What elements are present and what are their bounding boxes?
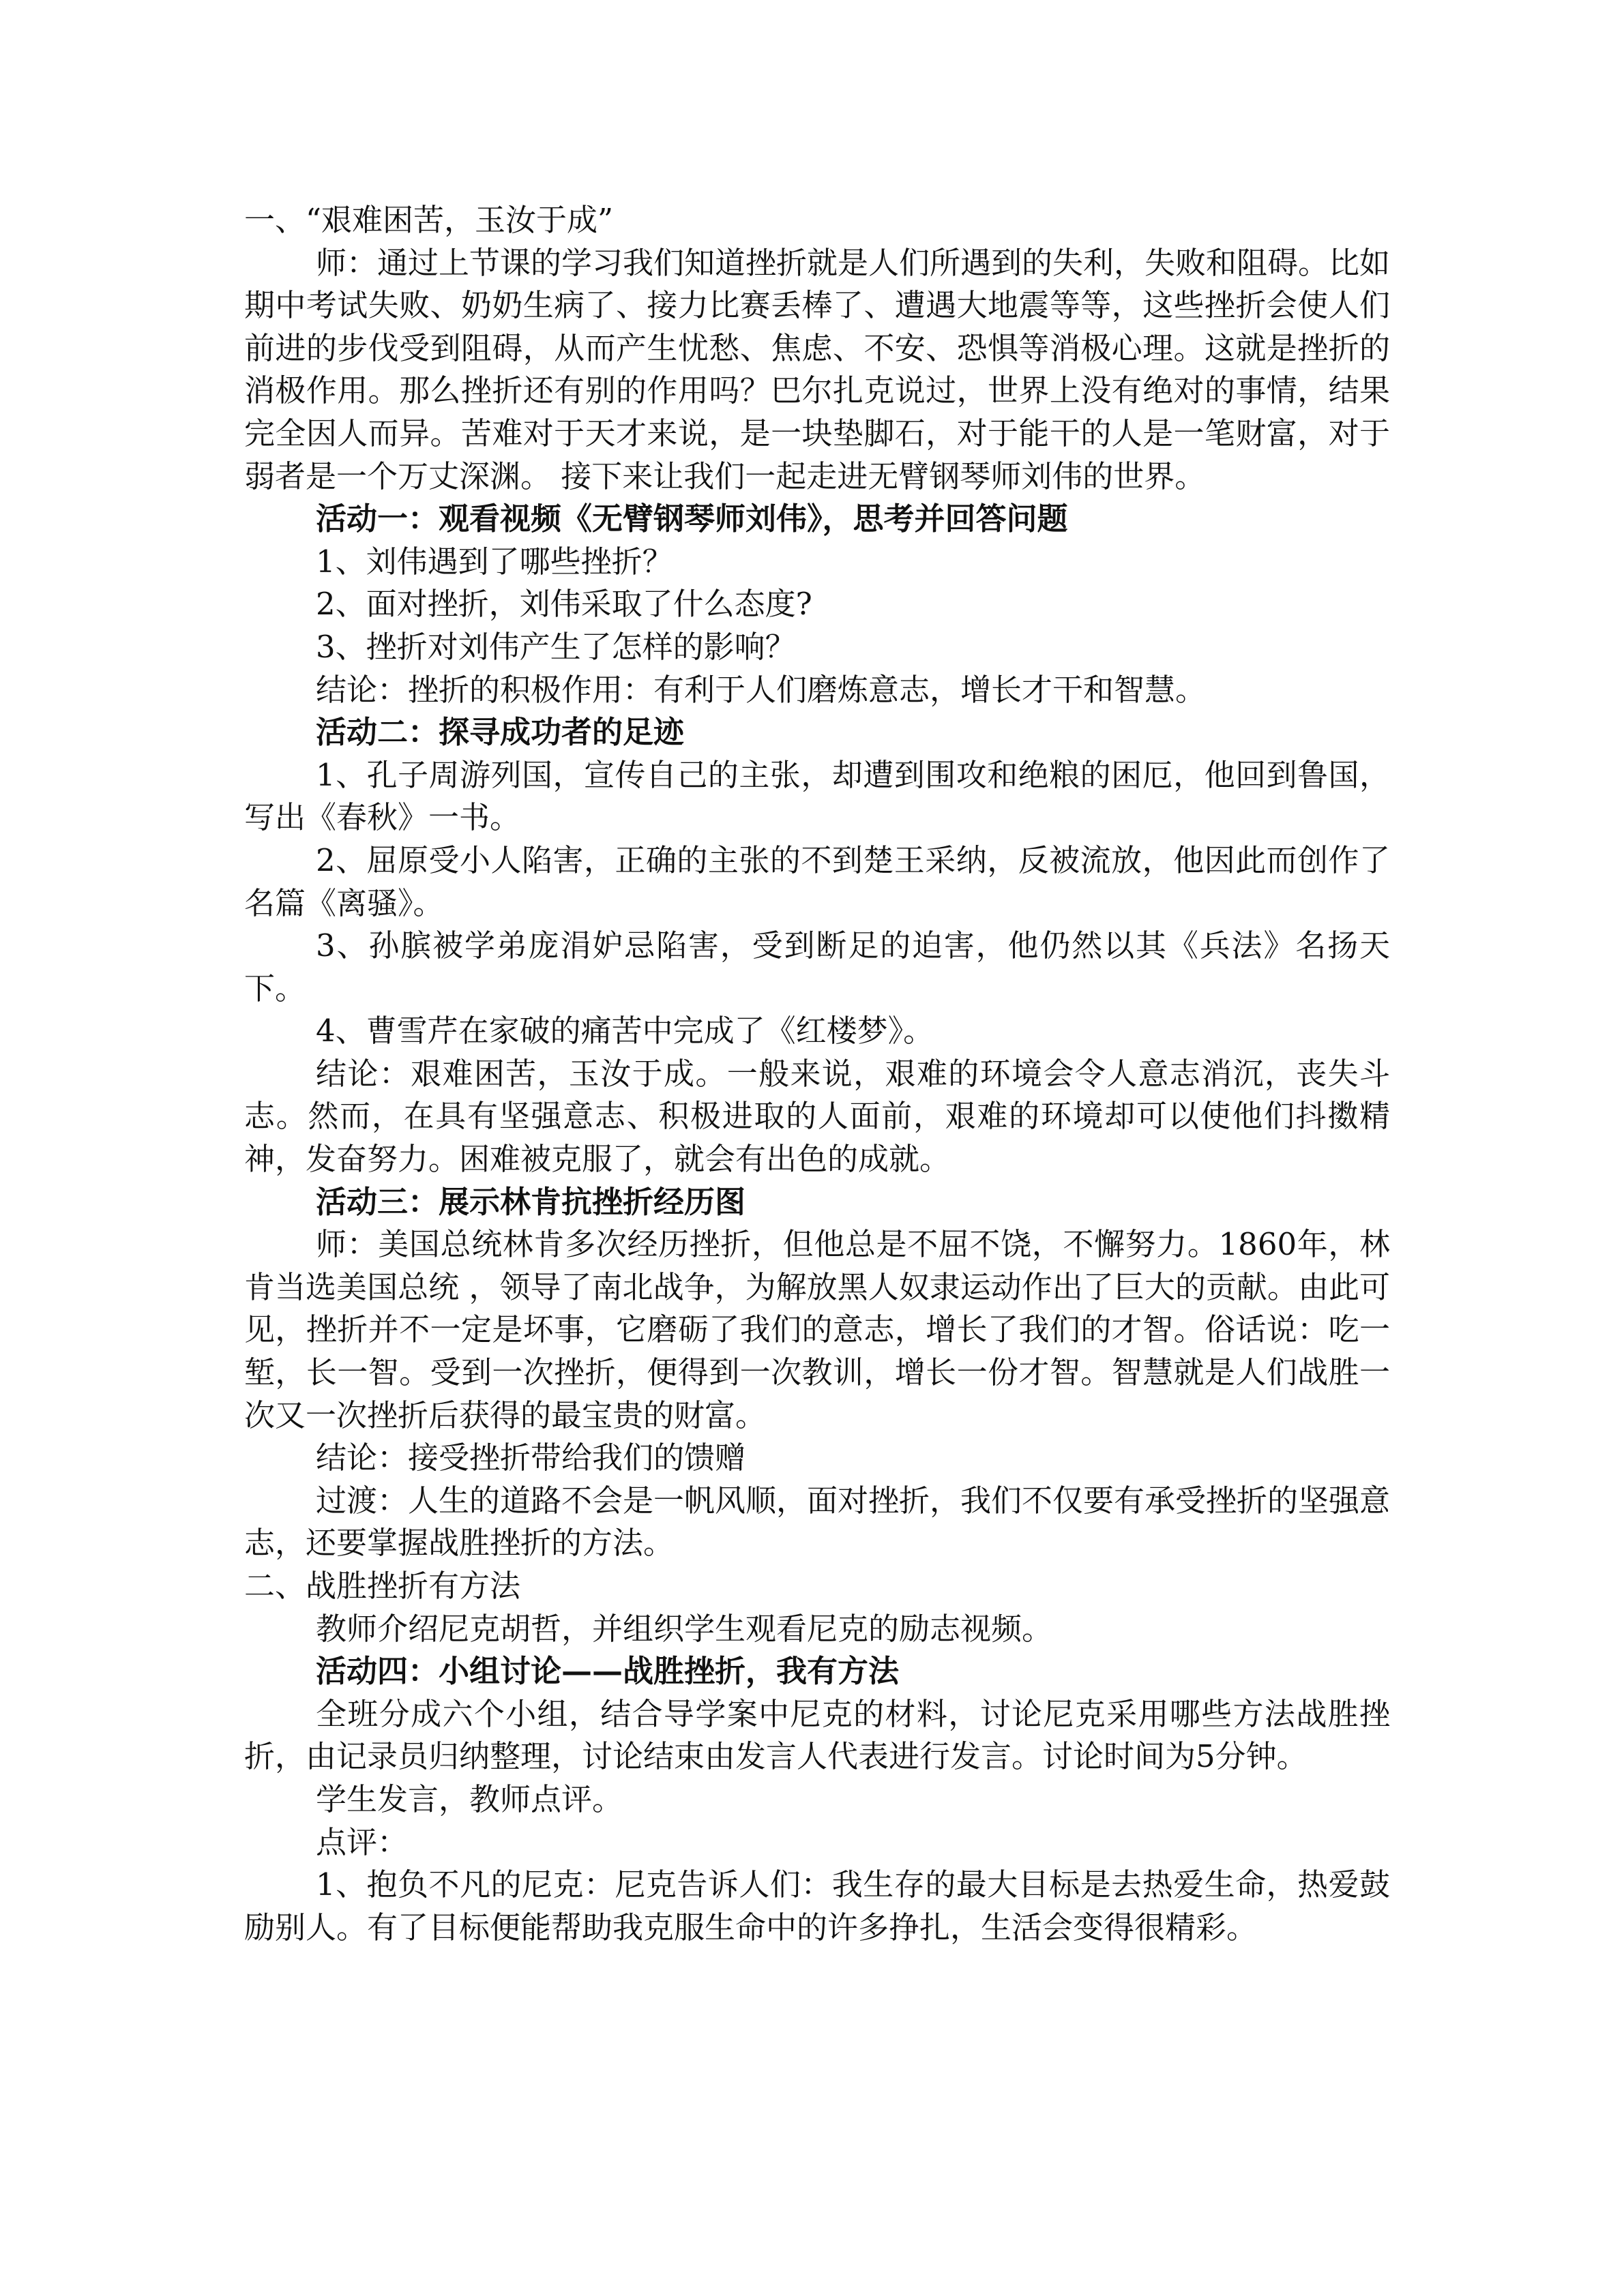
conclusion-2: 结论：艰难困苦，玉汝于成。一般来说，艰难的环境会令人意志消沉，丧失斗志。然而，在具有坚强意志、积极进取的人面前，艰难的环境却可以使他们抖擞精神，发奋努力。困难被克服了，就会有出色的成就。 [244,1055,1390,1178]
paragraph-group-discussion: 全班分成六个小组，结合导学案中尼克的材料，讨论尼克采用哪些方法战胜挫折，由记录员归纳整理，讨论结束由发言人代表进行发言。讨论时间为5分钟。 [244,1695,1390,1775]
comment-label: 点评： [316,1823,409,1860]
paragraph-student-speech: 学生发言，教师点评。 [316,1780,623,1817]
transition-paragraph: 过渡：人生的道路不会是一帆风顺，面对挫折，我们不仅要有承受挫折的坚强意志，还要掌握战胜挫折的方法。 [244,1482,1391,1562]
paragraph-nick-intro: 教师介绍尼克胡哲，并组织学生观看尼克的励志视频。 [316,1610,1053,1647]
question-2: 2、面对挫折，刘伟采取了什么态度? [316,586,812,623]
example-quyuan: 2、屈原受小人陷害，正确的主张的不到楚王采纳，反被流放，他因此而创作了名篇《离骚》。 [244,841,1390,921]
example-caoxueqin: 4、曹雪芹在家破的痛苦中完成了《红楼梦》。 [316,1013,934,1049]
comment-1: 1、抱负不凡的尼克：尼克告诉人们：我生存的最大目标是去热爱生命，热爱鼓励别人。有了目标便能帮助我克服生命中的许多挣扎，生活会变得很精彩。 [244,1866,1390,1945]
activity-2-heading: 活动二：探寻成功者的足迹 [316,714,685,751]
activity-1-heading: 活动一：观看视频《无臂钢琴师刘伟》，思考并回答问题 [316,501,1068,537]
example-confucius: 1、孔子周游列国，宣传自己的主张，却遭到围攻和绝粮的困厄，他回到鲁国，写出《春秋》一书。 [244,756,1390,836]
paragraph-lincoln: 师：美国总统林肯多次经历挫折，但他总是不屈不饶，不懈努力。1860年，林肯当选美国总统 ，领导了南北战争，为解放黑人奴隶运动作出了巨大的贡献。由此可见，挫折并不一定是坏事，它磨砺了我们的意志，增长了我们的才智。俗话说：吃一堑，长一智。受到一次挫折，便得到一次教训，增长一份才智。智慧就是人们战胜一次又一次挫折后获得的最宝贵的财富。 [244,1226,1390,1433]
section-heading-2: 二、战胜挫折有方法 [244,1568,521,1604]
conclusion-1: 结论：挫折的积极作用：有利于人们磨炼意志，增长才干和智慧。 [316,671,1207,708]
conclusion-3: 结论：接受挫折带给我们的馈赠 [316,1440,746,1476]
question-3: 3、挫折对刘伟产生了怎样的影响？ [316,628,796,665]
document-page [244,199,1390,1949]
section-heading-1: 一、“艰难困苦，玉汝于成” [244,202,614,238]
paragraph-intro: 师：通过上节课的学习我们知道挫折就是人们所遇到的失利，失败和阻碍。比如期中考试失败、奶奶生病了、接力比赛丢棒了、遭遇大地震等等，这些挫折会使人们前进的步伐受到阻碍，从而产生忧愁、焦虑、不安、恐惧等消极心理。这就是挫折的消极作用。那么挫折还有别的作用吗？巴尔扎克说过，世界上没有绝对的事情，结果完全因人而异。苦难对于天才来说，是一块垫脚石，对于能干的人是一笔财富，对于弱者是一个万丈深渊。 接下来让我们一起走进无臂钢琴师刘伟的世界。 [244,244,1391,494]
activity-4-heading: 活动四：小组讨论——战胜挫折，我有方法 [316,1653,900,1690]
example-sunbin: 3、孙膑被学弟庞涓妒忌陷害，受到断足的迫害，他仍然以其《兵法》名扬天下。 [244,927,1390,1007]
question-1: 1、刘伟遇到了哪些挫折？ [316,543,673,580]
activity-3-heading: 活动三：展示林肯抗挫折经历图 [316,1183,746,1220]
